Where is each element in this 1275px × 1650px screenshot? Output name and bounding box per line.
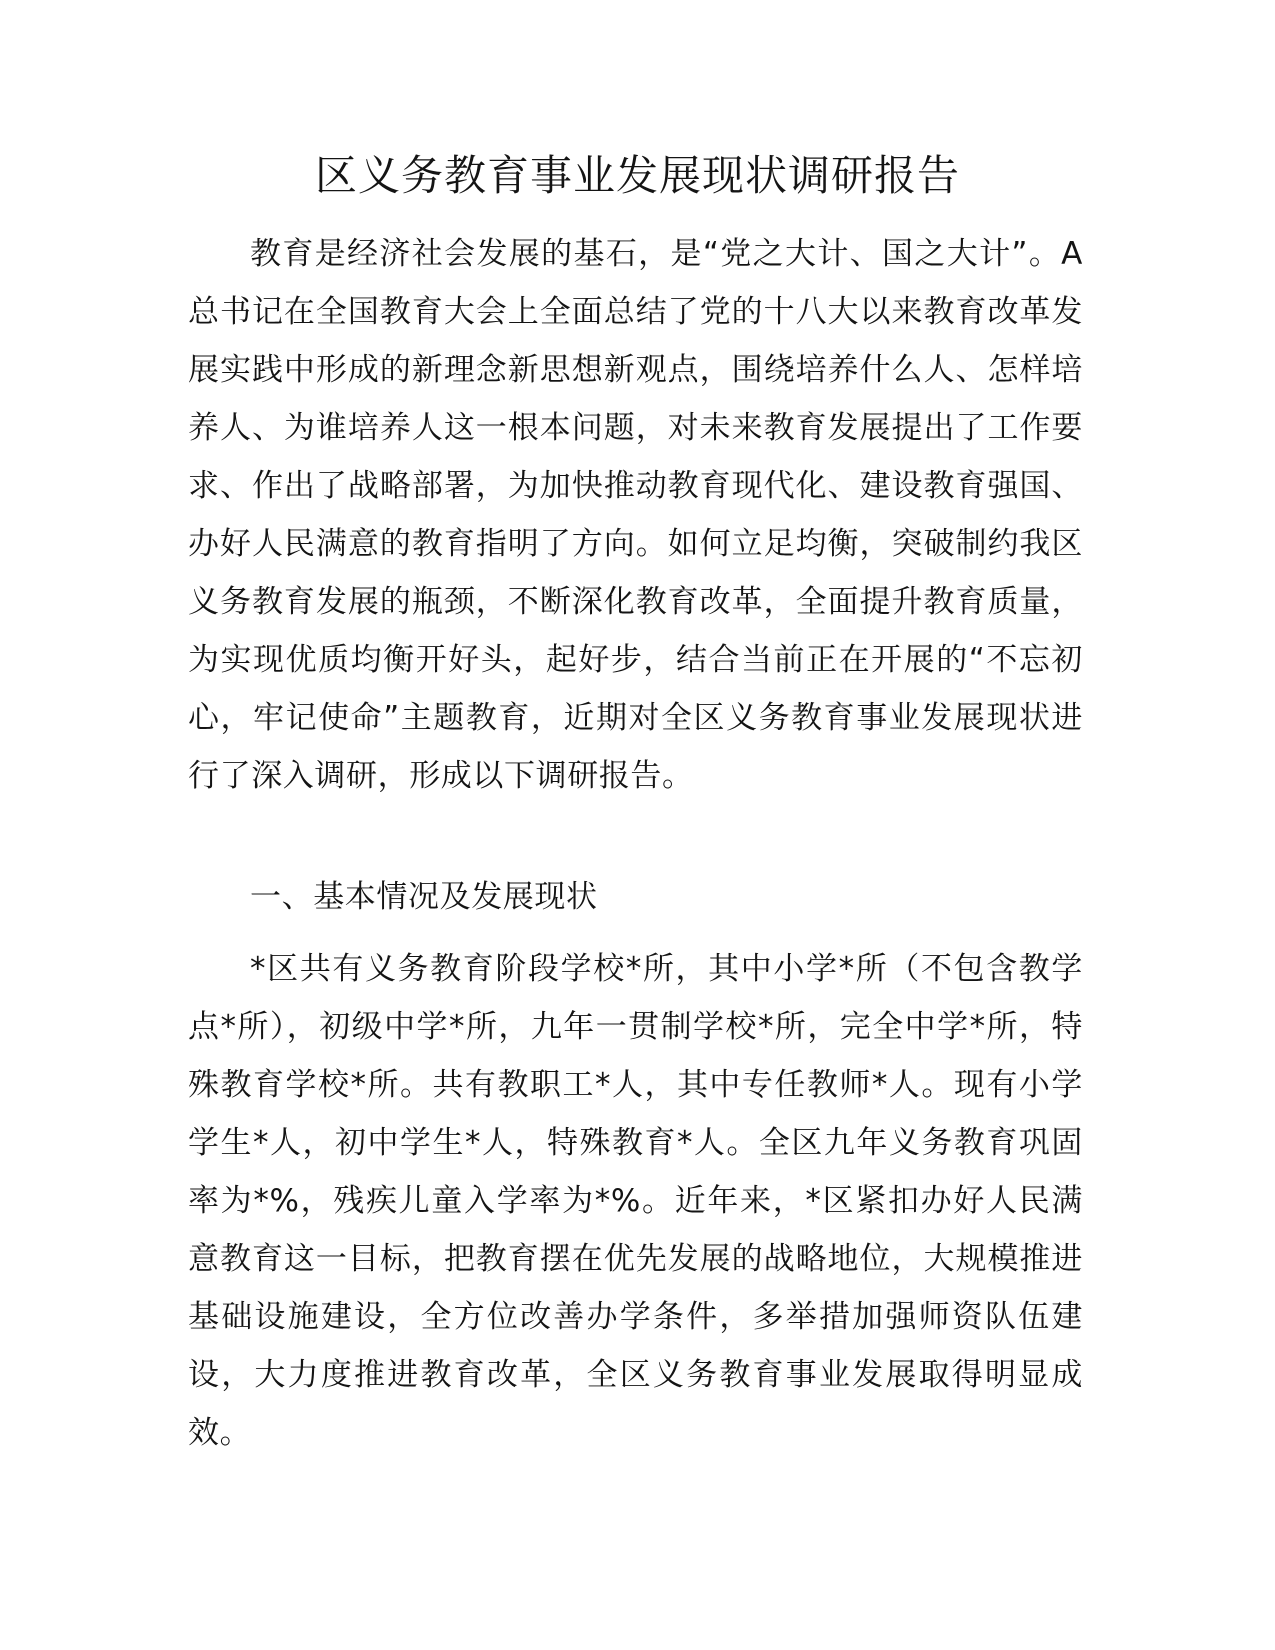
document-title: 区义务教育事业发展现状调研报告	[314, 151, 960, 200]
intro-paragraph	[188, 225, 1083, 805]
paragraph-text: *区共有义务教育阶段学校*所，其中小学*所（不包含教学点*所），初级中学*所，九年一贯制学校*所，完全中学*所，特殊教育学校*所。共有教职工*人，其中专任教师*人。现有小学学生*人，初中学生*人，特殊教育*人。全区九年义务教育巩固率为*%，残疾儿童入学率为*%。近年来，*区紧扣办好人民满意教育这一目标，把教育摆在优先发展的战略地位，大规模推进基础设施建设，全方位改善办学条件，多举措加强师资队伍建设，大力度推进教育改革，全区义务教育事业发展取得明显成效。	[188, 951, 1083, 1451]
section-heading: 一、基本情况及发展现状	[250, 879, 598, 915]
basic-situation-paragraph	[188, 940, 1083, 1462]
section-heading-block	[188, 868, 1083, 926]
paragraph-text: 教育是经济社会发展的基石，是“党之大计、国之大计”。A总书记在全国教育大会上全面总结了党的十八大以来教育改革发展实践中形成的新理念新思想新观点，围绕培养什么人、怎样培养人、为谁培养人这一根本问题，对未来教育发展提出了工作要求、作出了战略部署，为加快推动教育现代化、建设教育强国、办好人民满意的教育指明了方向。如何立足均衡，突破制约我区义务教育发展的瓶颈，不断深化教育改革，全面提升教育质量，为实现优质均衡开好头，起好步，结合当前正在开展的“不忘初心，牢记使命”主题教育，近期对全区义务教育事业发展现状进行了深入调研，形成以下调研报告。	[188, 236, 1083, 794]
